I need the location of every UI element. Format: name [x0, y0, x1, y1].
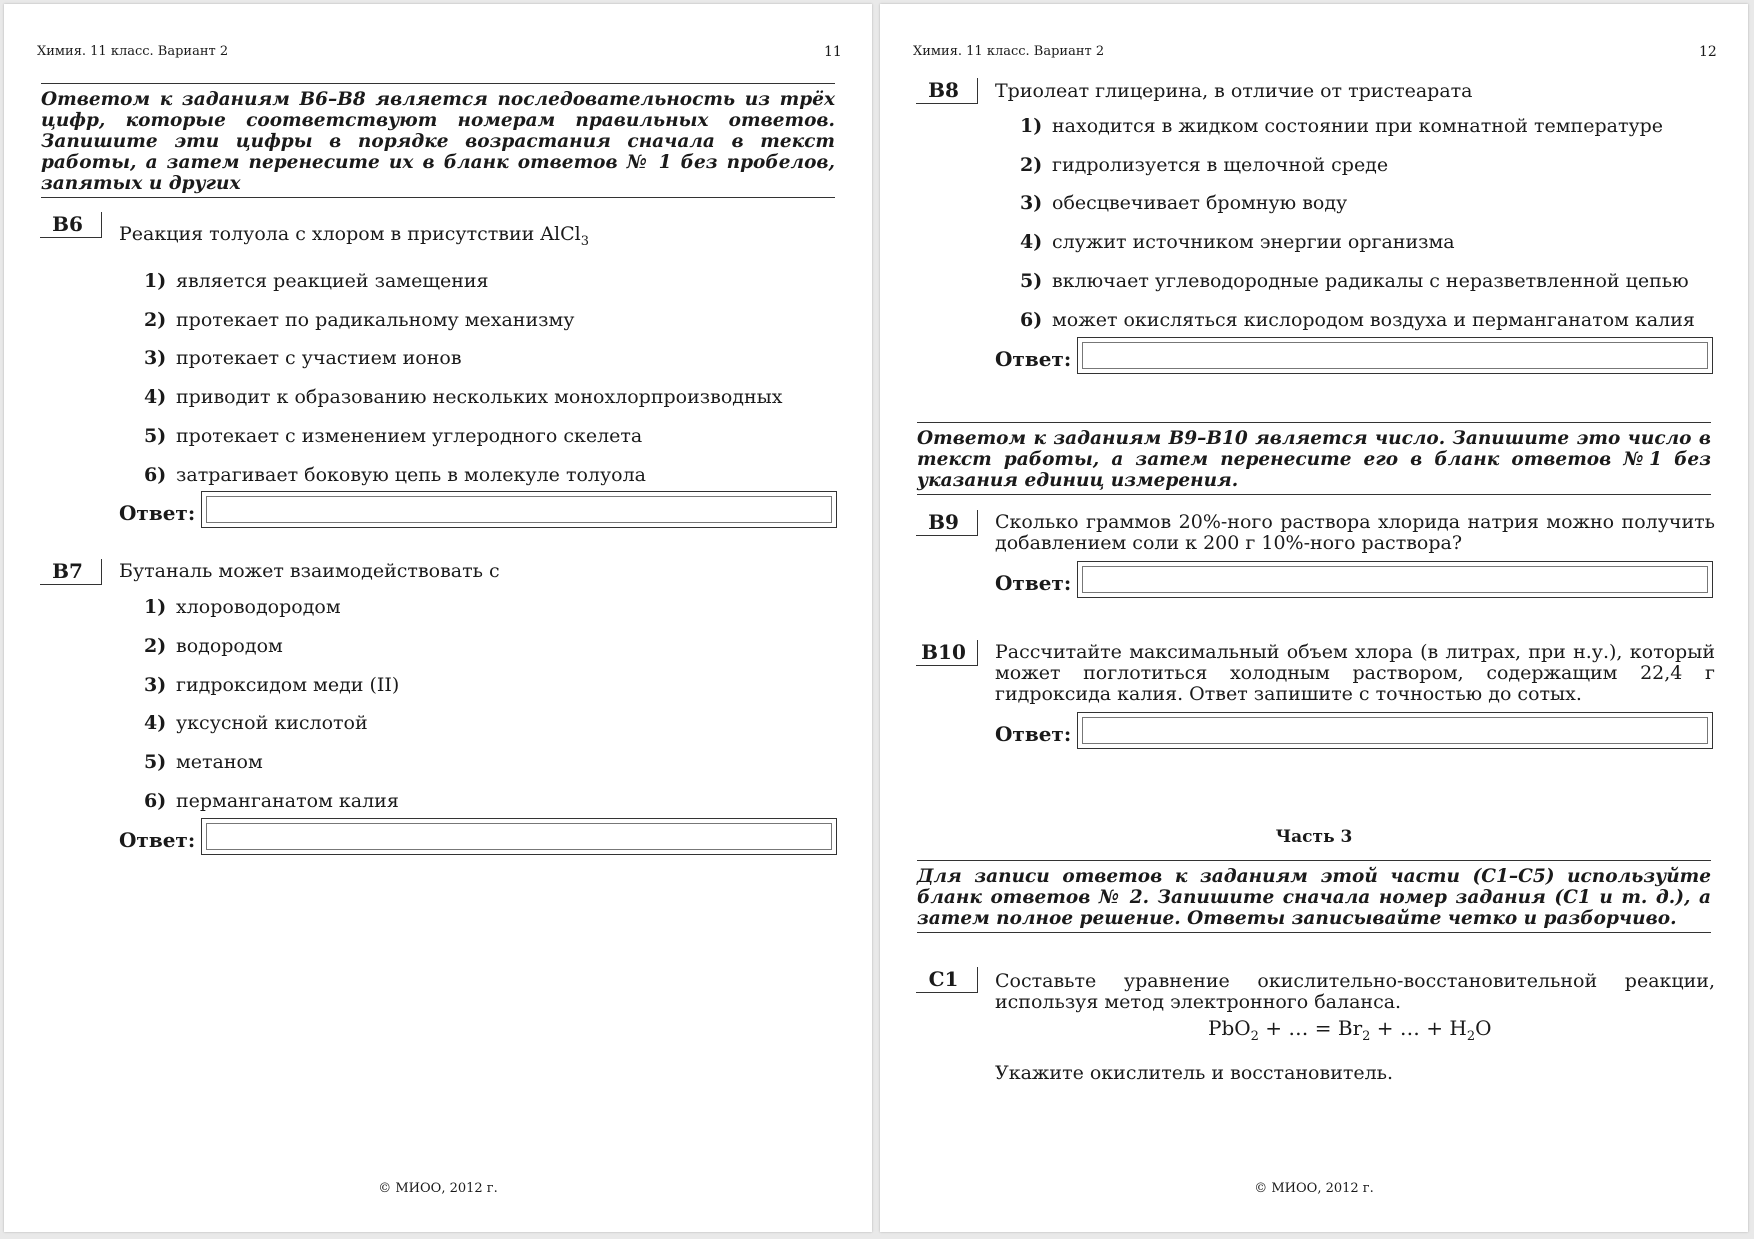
question-text: Реакция толуола с хлором в присутствии AlCl [119, 223, 581, 245]
formula-subscript: 2 [1466, 1029, 1476, 1044]
option-number: 6) [144, 790, 167, 812]
task-note-c1: Укажите окислитель и восстановитель. [995, 1062, 1394, 1084]
instruction-block: Ответом к заданиям В9–В10 является число. Запишите это число в текст работы, а затем перенесите его в бланк ответов №1 без указания единиц измерения. [917, 422, 1711, 495]
option-text: протекает с изменением углеродного скелета [176, 425, 643, 447]
option-item [144, 309, 574, 331]
answer-box-b7[interactable] [201, 818, 837, 855]
option-number: 3) [1020, 192, 1043, 214]
option-number: 1) [144, 270, 167, 292]
option-text: водородом [176, 635, 283, 657]
option-item [144, 347, 462, 369]
option-number: 3) [144, 674, 167, 696]
subscript: 3 [580, 233, 590, 249]
page-header: Химия. 11 класс. Вариант 2 [913, 44, 1105, 59]
instruction-block: Ответом к заданиям В6–В8 является последовательность из трёх цифр, которые соответствуют номерам правильных ответов. Запишите эти цифры в порядке возрастания сначала в текст работы, а затем перенесите их в бланк ответов № 1 без пробелов, запятых и других [41, 83, 835, 198]
option-text: может окисляться кислородом воздуха и перманганатом калия [1052, 309, 1695, 331]
option-text: является реакцией замещения [176, 270, 489, 292]
option-text: протекает по радикальному механизму [176, 309, 575, 331]
option-number: 4) [144, 386, 167, 408]
answer-box-b9[interactable] [1077, 561, 1713, 598]
option-text: находится в жидком состоянии при комнатной температуре [1052, 115, 1664, 137]
formula-part: PbO [1208, 1016, 1251, 1040]
task-question-b10: Рассчитайте максимальный объем хлора (в литрах, при н.у.), который может поглотиться холодным раствором, содержащим 22,4 г гидроксида калия. Ответ запишите с точностью до сотых. [995, 641, 1715, 705]
option-item [1020, 115, 1663, 137]
task-question-b9: Сколько граммов 20%-ного раствора хлорида натрия можно получить добавлением соли к 200 г 10%-ного раствора? [995, 511, 1715, 554]
task-question-c1: Составьте уравнение окислительно-восстановительной реакции, используя метод электронного баланса. [995, 970, 1715, 1013]
answer-label: Ответ: [119, 828, 196, 852]
answer-label: Ответ: [995, 722, 1072, 746]
option-item [1020, 309, 1695, 331]
option-item [144, 712, 368, 734]
page-left [4, 4, 872, 1232]
option-item [1020, 154, 1388, 176]
page-right [880, 4, 1748, 1232]
option-item [144, 674, 399, 696]
option-number: 4) [144, 712, 167, 734]
formula-subscript: 2 [1362, 1029, 1371, 1044]
answer-label: Ответ: [995, 571, 1072, 595]
task-label-b9: В9 [916, 510, 978, 536]
option-text: затрагивает боковую цепь в молекуле толуола [176, 464, 646, 486]
option-text: протекает с участием ионов [176, 347, 462, 369]
option-text: гидролизуется в щелочной среде [1052, 154, 1389, 176]
page-footer: © МИОО, 2012 г. [378, 1181, 498, 1196]
task-label-b10: В10 [916, 640, 978, 666]
option-item [144, 270, 489, 292]
option-item [1020, 192, 1347, 214]
task-question-b6 [119, 224, 839, 252]
option-text: обесцвечивает бромную воду [1052, 192, 1348, 214]
answer-box-b6[interactable] [201, 491, 837, 528]
task-label-b7: В7 [40, 559, 102, 585]
formula-part: + … + H [1370, 1016, 1467, 1040]
option-number: 5) [144, 425, 167, 447]
option-number: 1) [1020, 115, 1043, 137]
option-text: служит источником энергии организма [1052, 231, 1455, 253]
option-text: метаном [176, 751, 263, 773]
option-text: хлороводородом [176, 596, 341, 618]
option-item [144, 386, 782, 408]
option-text: гидроксидом меди (II) [176, 674, 400, 696]
page-header: Химия. 11 класс. Вариант 2 [37, 44, 229, 59]
option-text: перманганатом калия [176, 790, 399, 812]
formula-part: + … = Br [1258, 1016, 1363, 1040]
option-item [144, 425, 642, 447]
page-number: 12 [1699, 44, 1717, 60]
option-number: 3) [144, 347, 167, 369]
page-footer: © МИОО, 2012 г. [1254, 1181, 1374, 1196]
chemical-equation [1208, 1016, 1492, 1044]
option-item [144, 596, 341, 618]
option-number: 6) [144, 464, 167, 486]
option-item [144, 790, 399, 812]
answer-label: Ответ: [995, 347, 1072, 371]
answer-label: Ответ: [119, 501, 196, 525]
task-label-b6: В6 [40, 212, 102, 238]
option-text: приводит к образованию нескольких монохлорпроизводных [176, 386, 783, 408]
task-question-b8: Триолеат глицерина, в отличие от тристеарата [995, 80, 1473, 102]
task-label-c1: С1 [916, 967, 978, 993]
option-text: уксусной кислотой [176, 712, 368, 734]
answer-box-b8[interactable] [1077, 337, 1713, 374]
option-number: 2) [144, 309, 167, 331]
page-number: 11 [824, 44, 842, 60]
option-number: 6) [1020, 309, 1043, 331]
option-item [144, 635, 283, 657]
option-item [144, 751, 263, 773]
part-title: Часть 3 [1275, 827, 1353, 847]
task-label-b8: В8 [916, 78, 978, 104]
option-number: 4) [1020, 231, 1043, 253]
option-number: 5) [1020, 270, 1043, 292]
formula-subscript: 2 [1250, 1029, 1259, 1044]
option-number: 5) [144, 751, 167, 773]
option-item [1020, 231, 1455, 253]
option-number: 1) [144, 596, 167, 618]
option-item [144, 464, 646, 486]
task-question-b7: Бутаналь может взаимодействовать с [119, 560, 500, 582]
instruction-block: Для записи ответов к заданиям этой части (С1–С5) используйте бланк ответов № 2. Запишите сначала номер задания (С1 и т. д.), а затем полное решение. Ответы записывайте четко и разборчиво. [917, 860, 1711, 933]
answer-box-b10[interactable] [1077, 712, 1713, 749]
option-text: включает углеводородные радикалы с неразветвленной цепью [1052, 270, 1689, 292]
option-number: 2) [144, 635, 167, 657]
option-item [1020, 270, 1689, 292]
formula-part: O [1475, 1016, 1492, 1040]
option-number: 2) [1020, 154, 1043, 176]
